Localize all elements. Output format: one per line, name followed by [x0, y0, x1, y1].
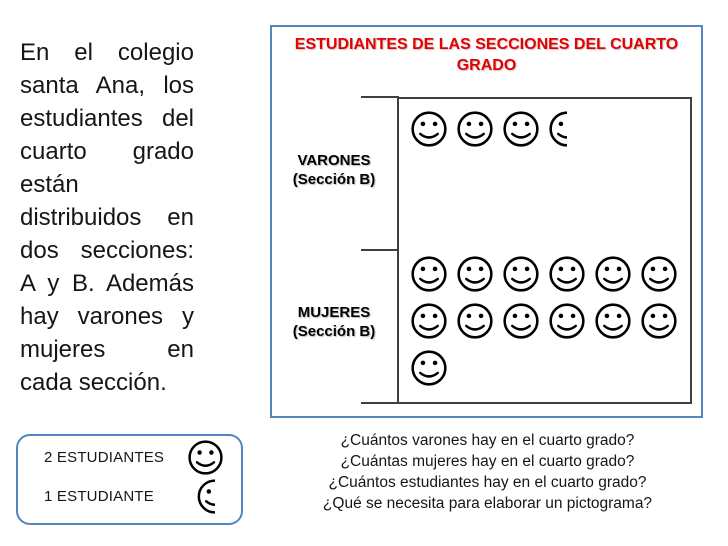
pictograph-panel — [270, 25, 703, 418]
smiley-icon — [410, 255, 448, 293]
row-label-mujeres — [274, 303, 394, 341]
smiley-icon — [502, 255, 540, 293]
axis-tick-bottom — [361, 402, 399, 404]
question-line: ¿Qué se necesita para elaborar un pictograma? — [322, 495, 653, 512]
half-smiley-icon — [548, 110, 567, 148]
smiley-icon — [187, 439, 224, 476]
legend-item-one-student — [44, 478, 225, 515]
smiley-icon — [640, 255, 678, 293]
smiley-icon — [502, 302, 540, 340]
smiley-icon — [410, 110, 448, 148]
row-label-varones-line1: VARONES — [297, 152, 371, 169]
question-line: ¿Cuántas mujeres hay en el cuarto grado? — [340, 453, 635, 470]
row-label-varones-line2: (Sección B) — [292, 171, 376, 188]
smiley-icon — [640, 302, 678, 340]
smiley-icon — [548, 302, 586, 340]
smiley-icon — [502, 110, 540, 148]
legend-item-two-students — [44, 439, 225, 476]
smiley-icon — [594, 302, 632, 340]
smiley-icon — [594, 255, 632, 293]
legend-full-smiley-slot — [185, 439, 225, 476]
legend-box — [16, 434, 243, 525]
half-smiley-icon — [196, 478, 215, 515]
smiley-icon — [456, 302, 494, 340]
question-line: ¿Cuántos varones hay en el cuarto grado? — [340, 432, 635, 449]
axis-tick-top — [361, 96, 399, 98]
intro-paragraph: En el colegio santa Ana, los estudiantes del cuarto grado están distribuidos en dos secciones: A y B. Además hay varones y mujeres en cada sección. — [20, 39, 194, 396]
legend-label-one-student: 1 ESTUDIANTE — [44, 488, 154, 505]
chart-title: ESTUDIANTES DE LAS SECCIONES DEL CUARTO GRADO — [294, 36, 679, 74]
smiley-icon — [548, 255, 586, 293]
smiley-icon — [456, 255, 494, 293]
question-line: ¿Cuántos estudiantes hay en el cuarto grado? — [328, 474, 647, 491]
smiley-icon — [410, 302, 448, 340]
axis-tick-middle — [361, 249, 399, 251]
smiley-icon — [410, 349, 448, 387]
row-label-varones — [274, 151, 394, 189]
row-label-mujeres-line1: MUJERES — [297, 304, 371, 321]
row-label-mujeres-line2: (Sección B) — [292, 323, 376, 340]
smiley-icon — [456, 110, 494, 148]
legend-label-two-students: 2 ESTUDIANTES — [44, 449, 165, 466]
legend-half-smiley-slot — [185, 478, 225, 515]
mujeres-icon-row — [410, 255, 692, 387]
questions-block — [255, 430, 720, 514]
varones-icon-row — [410, 110, 692, 148]
